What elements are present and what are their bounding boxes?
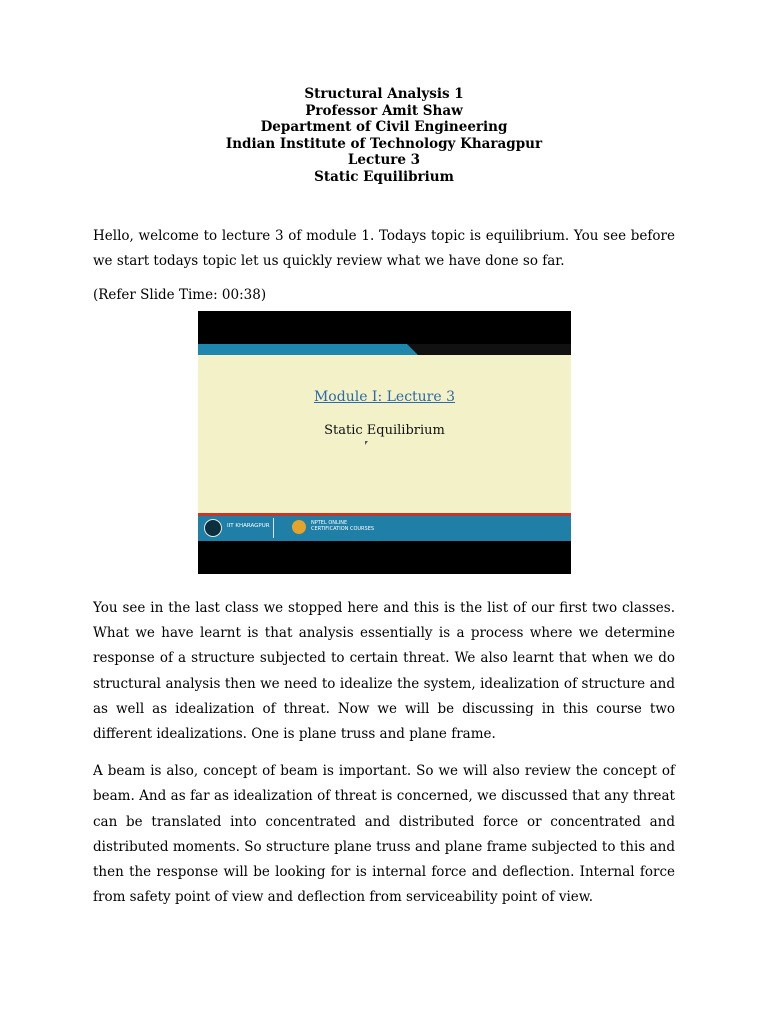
iit-logo-icon: [204, 519, 222, 537]
slide-title: Module I: Lecture 3: [313, 388, 456, 405]
paragraph-2: You see in the last class we stopped here and this is the list of our first two classes. What we have learnt is that analysis essentially is a process where we determine response of a structure subjected to certain threat. We also learnt that when we do structural analysis then we need to idealize the system, idealization of structure and as well as idealization of threat. Now we will be discussing in this course two different idealizations. One is plane truss and plane frame.: [93, 599, 675, 742]
lecture-topic: Static Equilibrium: [314, 168, 454, 185]
nptel-logo-icon: [292, 520, 306, 534]
department-name: Department of Civil Engineering: [260, 119, 508, 136]
mouse-cursor-icon: [365, 441, 368, 445]
nptel-line-2: CERTIFICATION COURSES: [311, 525, 375, 532]
course-title: Structural Analysis 1: [304, 86, 464, 102]
professor-name: Professor Amit Shaw: [305, 102, 463, 119]
slide-subtitle: Static Equilibrium: [324, 422, 445, 438]
nptel-line-1: NPTEL ONLINE: [311, 519, 348, 526]
intro-paragraph: Hello, welcome to lecture 3 of module 1. Todays topic is equilibrium. You see before we start todays topic let us quickly review what we have done so far.: [93, 227, 675, 269]
document-page: [93, 86, 675, 910]
nptel-footer-label: [311, 520, 374, 532]
iit-footer-label: IIT KHARAGPUR: [227, 522, 270, 529]
paragraph-3: A beam is also, concept of beam is important. So we will also review the concept of beam. And as far as idealization of threat is concerned, we discussed that any threat can be translated into concentrated and distributed force or concentrated and distributed moments. So structure plane truss and plane frame subjected to this and then the response will be looking for is internal force and deflection. Internal force from safety point of view and deflection from serviceability point of view.: [93, 763, 675, 906]
slide-top-accent: [198, 344, 418, 355]
lecture-slide-image: [198, 311, 571, 574]
slide-time-reference: (Refer Slide Time: 00:38): [93, 286, 267, 303]
institute-name: Indian Institute of Technology Kharagpur: [225, 135, 543, 152]
document-header: [93, 86, 675, 186]
footer-divider: [273, 518, 274, 538]
lecture-number: Lecture 3: [347, 152, 421, 169]
